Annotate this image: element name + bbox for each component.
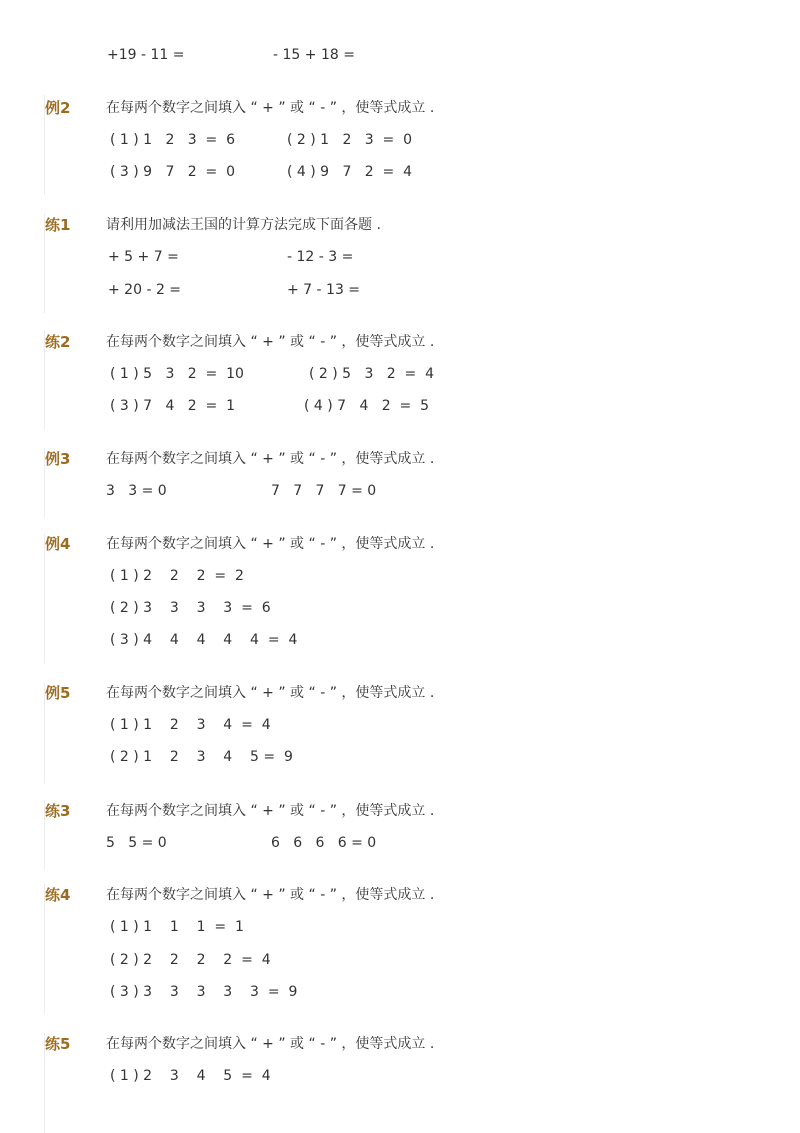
problem-item: ( 3 ) 3 3 3 3 3 = 9	[110, 984, 298, 1000]
section-label: 例4	[45, 535, 71, 553]
problem-item: ( 1 ) 1 1 1 = 1	[110, 919, 244, 935]
section-instruction: 在每两个数字之间填入 “ + ” 或 “ - ” ，使等式成立 .	[106, 451, 435, 467]
section-label: 练2	[45, 333, 71, 351]
problem-item: ( 1 ) 1 2 3 = 6	[110, 132, 236, 148]
problem-item: ( 2 ) 1 2 3 = 0	[287, 132, 413, 148]
problem-item: 7 7 7 7 = 0	[271, 483, 377, 499]
problem-item: +19 - 11 =	[107, 47, 185, 63]
problem-item: ( 2 ) 2 2 2 2 = 4	[110, 952, 271, 968]
section-label: 例3	[45, 450, 71, 468]
section-instruction: 在每两个数字之间填入 “ + ” 或 “ - ” ，使等式成立 .	[106, 685, 435, 701]
section-label: 练1	[45, 216, 71, 234]
problem-item: ( 3 ) 4 4 4 4 4 = 4	[110, 632, 298, 648]
section-label: 例5	[45, 684, 71, 702]
problem-item: + 7 - 13 =	[287, 282, 361, 298]
section-label: 例2	[45, 99, 71, 117]
section-instruction: 在每两个数字之间填入 “ + ” 或 “ - ” ，使等式成立 .	[106, 334, 435, 350]
section-instruction: 在每两个数字之间填入 “ + ” 或 “ - ” ，使等式成立 .	[106, 887, 435, 903]
problem-item: 3 3 = 0	[106, 483, 167, 499]
problem-item: ( 3 ) 9 7 2 = 0	[110, 164, 236, 180]
problem-item: ( 2 ) 1 2 3 4 5 = 9	[110, 749, 293, 765]
section-instruction: 在每两个数字之间填入 “ + ” 或 “ - ” ，使等式成立 .	[106, 1036, 435, 1052]
section-instruction: 在每两个数字之间填入 “ + ” 或 “ - ” ，使等式成立 .	[106, 536, 435, 552]
section-label: 练3	[45, 802, 71, 820]
section-instruction: 在每两个数字之间填入 “ + ” 或 “ - ” ，使等式成立 .	[106, 100, 435, 116]
problem-item: ( 1 ) 5 3 2 = 10	[110, 366, 244, 382]
section-label: 练5	[45, 1035, 71, 1053]
problem-item: ( 4 ) 9 7 2 = 4	[287, 164, 413, 180]
section-instruction: 在每两个数字之间填入 “ + ” 或 “ - ” ，使等式成立 .	[106, 803, 435, 819]
problem-item: ( 2 ) 3 3 3 3 = 6	[110, 600, 271, 616]
problem-item: + 5 + 7 =	[108, 249, 179, 265]
problem-item: ( 1 ) 2 3 4 5 = 4	[110, 1068, 271, 1084]
problem-item: + 20 - 2 =	[108, 282, 182, 298]
problem-item: ( 1 ) 1 2 3 4 = 4	[110, 717, 271, 733]
problem-item: - 12 - 3 =	[287, 249, 354, 265]
section-instruction: 请利用加减法王国的计算方法完成下面各题 .	[106, 217, 381, 233]
section-label: 练4	[45, 886, 71, 904]
problem-item: 5 5 = 0	[106, 835, 167, 851]
problem-item: ( 3 ) 7 4 2 = 1	[110, 398, 236, 414]
problem-item: ( 1 ) 2 2 2 = 2	[110, 568, 244, 584]
problem-item: 6 6 6 6 = 0	[271, 835, 377, 851]
problem-item: ( 2 ) 5 3 2 = 4	[309, 366, 435, 382]
problem-item: - 15 + 18 =	[273, 47, 355, 63]
problem-item: ( 4 ) 7 4 2 = 5	[304, 398, 430, 414]
